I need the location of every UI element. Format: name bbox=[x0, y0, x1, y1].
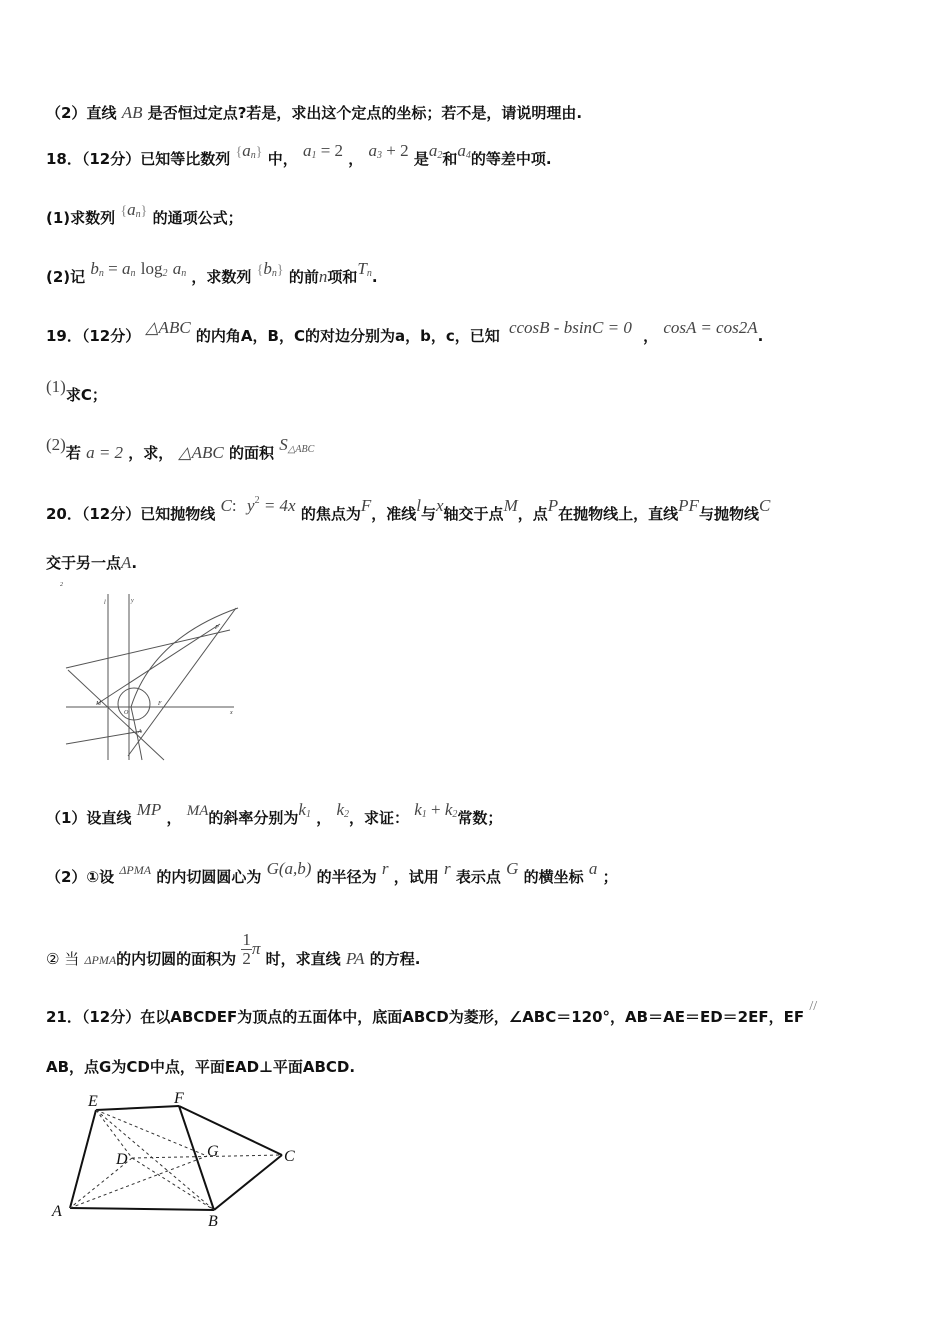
edge-AB bbox=[70, 1208, 214, 1210]
text: a bbox=[121, 259, 131, 278]
text: 表示点 bbox=[455, 868, 501, 886]
text: 3 bbox=[377, 150, 383, 161]
math-l: l bbox=[416, 496, 421, 515]
figure-label-M: M bbox=[96, 701, 101, 707]
text: 常数； bbox=[457, 809, 503, 827]
q20-part3 bbox=[46, 930, 421, 978]
part-num: (2) bbox=[46, 435, 66, 454]
text: △ABC bbox=[287, 444, 315, 455]
text: 2 bbox=[162, 268, 168, 279]
text: n bbox=[250, 150, 256, 161]
text: 是否恒过定点?若是，求出这个定点的坐标；若不是，请说明理由. bbox=[147, 104, 583, 122]
text: y bbox=[247, 496, 255, 515]
q21-stem-line2 bbox=[46, 1060, 355, 1075]
text: 2 bbox=[242, 949, 251, 968]
text: ， bbox=[348, 150, 364, 168]
edge-FC bbox=[179, 1106, 282, 1155]
math-M: M bbox=[503, 496, 518, 515]
figure-label-B: B bbox=[208, 1213, 218, 1230]
text: 2 bbox=[254, 495, 260, 506]
q17-part2-num: （2） bbox=[46, 104, 87, 122]
text: 与 bbox=[420, 505, 436, 523]
text: n bbox=[271, 268, 277, 279]
text: : bbox=[231, 496, 237, 515]
text: ，点 bbox=[517, 505, 548, 523]
text: a bbox=[127, 200, 136, 219]
text: 中， bbox=[267, 150, 298, 168]
q18-part2 bbox=[46, 259, 378, 287]
text: 轴交于点 bbox=[443, 505, 504, 523]
math-P: P bbox=[547, 496, 559, 515]
line-MP bbox=[97, 624, 220, 704]
math-fraction bbox=[241, 931, 252, 968]
figure-label-E: E bbox=[88, 1093, 98, 1110]
text: 的面积 bbox=[228, 444, 274, 462]
math-k2 bbox=[336, 801, 349, 819]
text: a bbox=[368, 141, 378, 160]
text: 交于另一点 bbox=[46, 554, 122, 572]
q18-stem bbox=[46, 141, 552, 169]
text: . bbox=[371, 268, 378, 286]
math-pi: π bbox=[251, 939, 261, 958]
text: (1)求数列 bbox=[46, 209, 116, 227]
edge-AE bbox=[70, 1110, 96, 1208]
text: 2 bbox=[343, 809, 349, 820]
text: n bbox=[98, 268, 104, 279]
text: ， bbox=[166, 809, 182, 827]
text: k bbox=[336, 800, 344, 819]
text: k bbox=[444, 800, 453, 819]
math-r: r bbox=[444, 859, 451, 878]
text: a bbox=[428, 141, 438, 160]
text: = 4x bbox=[259, 496, 296, 515]
incircle bbox=[118, 688, 150, 720]
text: 求C； bbox=[65, 386, 107, 404]
q19-part2 bbox=[46, 435, 315, 463]
line-MP-extended bbox=[66, 630, 230, 668]
text: a bbox=[457, 141, 466, 160]
edge-CB bbox=[214, 1155, 282, 1210]
math-C: C bbox=[758, 496, 771, 515]
text: k bbox=[298, 800, 306, 819]
text: 19．（12分） bbox=[46, 327, 141, 345]
figure-label-G: G bbox=[207, 1143, 219, 1160]
text: ， bbox=[316, 809, 332, 827]
text: 的等差中项. bbox=[470, 150, 552, 168]
text: 的焦点为 bbox=[300, 505, 361, 523]
text: ② 当 bbox=[46, 950, 80, 968]
math-triangle-PMA: ΔPMA bbox=[84, 953, 117, 967]
text: . bbox=[757, 327, 764, 345]
figure-label-P: P bbox=[215, 625, 219, 631]
figure-label-F: F bbox=[174, 1090, 184, 1107]
text: b bbox=[90, 259, 99, 278]
math-a3-plus2 bbox=[369, 142, 409, 160]
math-a2 bbox=[429, 142, 443, 160]
text: 1 bbox=[242, 930, 251, 949]
q19-part1 bbox=[46, 377, 107, 404]
math-S-ABC bbox=[279, 436, 314, 454]
text: ，试用 bbox=[393, 868, 439, 886]
tangent-line bbox=[68, 670, 164, 760]
parabola-figure bbox=[58, 578, 248, 763]
text: 的方程. bbox=[369, 950, 421, 968]
text: 1 bbox=[421, 809, 427, 820]
text: 与抛物线 bbox=[698, 505, 759, 523]
q18-part1 bbox=[46, 200, 243, 228]
text: ； bbox=[602, 868, 618, 886]
pentahedron-figure bbox=[44, 1088, 314, 1236]
text: （2）①设 bbox=[46, 868, 115, 886]
figure-label-F: F bbox=[158, 701, 162, 707]
math-bn-def bbox=[90, 260, 186, 278]
math-x: x bbox=[436, 496, 444, 515]
figure-label-y: y bbox=[131, 598, 134, 604]
text: n bbox=[130, 268, 136, 279]
edge-DB bbox=[132, 1158, 214, 1210]
text: ，求证： bbox=[348, 809, 409, 827]
q20-stem-line2 bbox=[46, 554, 137, 571]
text: = 2 bbox=[316, 141, 344, 160]
q21-stem-line1 bbox=[46, 999, 818, 1026]
math-a: a bbox=[588, 859, 598, 878]
text: 项和 bbox=[327, 268, 358, 286]
text: S bbox=[279, 435, 288, 454]
text: . bbox=[131, 554, 138, 572]
part-num: (1) bbox=[46, 377, 66, 396]
math-a4 bbox=[457, 142, 471, 160]
text: 时，求直线 bbox=[265, 950, 341, 968]
text: ， bbox=[643, 327, 659, 345]
math-seq-an: $\{a_n\}$ bbox=[120, 200, 148, 220]
text: n bbox=[135, 209, 141, 220]
math-PA: PA bbox=[345, 949, 365, 968]
q17-part2 bbox=[46, 104, 582, 121]
text: 是 bbox=[413, 150, 429, 168]
math-k1 bbox=[298, 801, 311, 819]
text: k bbox=[414, 800, 422, 819]
text: ，求， bbox=[128, 444, 174, 462]
text: = bbox=[103, 259, 122, 278]
q20-part1 bbox=[46, 800, 503, 828]
figure-label-D: D bbox=[116, 1151, 128, 1168]
text: 的内角A，B，C的对边分别为a，b，c，已知 bbox=[195, 327, 500, 345]
text: （1）设直线 bbox=[46, 809, 132, 827]
text: 的通项公式； bbox=[152, 209, 243, 227]
text: n bbox=[366, 268, 372, 279]
q19-stem bbox=[46, 318, 764, 345]
math-r: r bbox=[381, 859, 389, 878]
text: 的斜率分别为 bbox=[208, 809, 299, 827]
edge-EF bbox=[96, 1106, 179, 1110]
text: 若 bbox=[65, 444, 81, 462]
line-MA bbox=[66, 731, 142, 744]
parallel-symbol: // bbox=[809, 999, 818, 1014]
text: 2 bbox=[437, 150, 443, 161]
figure-label-2: 2 bbox=[60, 582, 63, 588]
text: n bbox=[181, 268, 187, 279]
math-A: A bbox=[121, 553, 132, 572]
text: C bbox=[220, 496, 232, 515]
text: 1 bbox=[311, 150, 317, 161]
text: a bbox=[242, 141, 251, 160]
text: n bbox=[318, 267, 328, 286]
math-MA: MA bbox=[186, 803, 209, 819]
text: ，求数列 bbox=[191, 268, 252, 286]
text: 2 bbox=[452, 809, 458, 820]
math-eq1: ccosB - bsinC = 0 bbox=[508, 318, 632, 337]
text: 1 bbox=[305, 809, 311, 820]
math-F: F bbox=[360, 496, 372, 515]
text: T bbox=[357, 259, 367, 278]
text: ，准线 bbox=[371, 505, 417, 523]
line-PF bbox=[128, 608, 236, 756]
text: 的半径为 bbox=[316, 868, 377, 886]
edge-EG bbox=[96, 1110, 207, 1156]
figure-label-A: A bbox=[138, 729, 142, 735]
text: b bbox=[263, 259, 272, 278]
figure-label-C: C bbox=[284, 1148, 295, 1165]
text: log bbox=[140, 259, 163, 278]
math-triangle-ABC: △ABC bbox=[178, 443, 224, 462]
math-seq-bn: $\{b_n\}$ bbox=[256, 259, 284, 279]
q20-part2 bbox=[46, 859, 618, 886]
math-a-eq-2: a = 2 bbox=[86, 443, 124, 462]
text: + 2 bbox=[382, 141, 409, 160]
math-G-ab: G(a,b) bbox=[266, 859, 312, 878]
math-eq2: cosA = cos2A bbox=[663, 318, 758, 337]
text: AB，点G为CD中点，平面EAD⊥平面ABCD. bbox=[46, 1058, 356, 1076]
math-PF: PF bbox=[678, 496, 699, 515]
math-seq-an: $\{a_n\}$ bbox=[235, 141, 263, 161]
figure-label-A: A bbox=[52, 1203, 62, 1220]
text: 4 bbox=[465, 150, 471, 161]
math-Tn bbox=[357, 260, 371, 278]
text: 在抛物线上，直线 bbox=[558, 505, 679, 523]
edge-AG bbox=[70, 1156, 207, 1208]
text: a bbox=[172, 259, 182, 278]
math-triangle-ABC: △ABC bbox=[145, 318, 191, 337]
figure-label-l: l bbox=[104, 600, 106, 606]
math-parabola bbox=[220, 497, 295, 515]
text: (2)记 bbox=[46, 268, 86, 286]
math-triangle-PMA: ΔPMA bbox=[119, 863, 152, 877]
text: 21．（12分）在以ABCDEF为顶点的五面体中，底面ABCD为菱形，∠ABC＝120°，AB＝AE＝ED＝2EF，EF bbox=[46, 1008, 805, 1026]
math-a1-eq bbox=[303, 142, 343, 160]
text: 18．（12分）已知等比数列 bbox=[46, 150, 231, 168]
text: 的内切圆圆心为 bbox=[156, 868, 262, 886]
text: 的前 bbox=[288, 268, 319, 286]
text: 的内切圆的面积为 bbox=[116, 950, 237, 968]
parabola-curve bbox=[131, 608, 238, 760]
text: a bbox=[302, 141, 312, 160]
q20-stem-line1 bbox=[46, 495, 771, 523]
text: + bbox=[426, 800, 445, 819]
text: 20．（12分）已知抛物线 bbox=[46, 505, 216, 523]
math-MP: MP bbox=[136, 800, 162, 819]
text: 的横坐标 bbox=[523, 868, 584, 886]
text: 和 bbox=[442, 150, 458, 168]
math-G: G bbox=[506, 859, 519, 878]
math-AB: AB bbox=[121, 103, 143, 122]
text: 直线 bbox=[86, 104, 117, 122]
figure-label-O: O bbox=[124, 710, 129, 716]
figure-label-x: x bbox=[230, 710, 233, 716]
math-k1-plus-k2 bbox=[414, 801, 457, 819]
